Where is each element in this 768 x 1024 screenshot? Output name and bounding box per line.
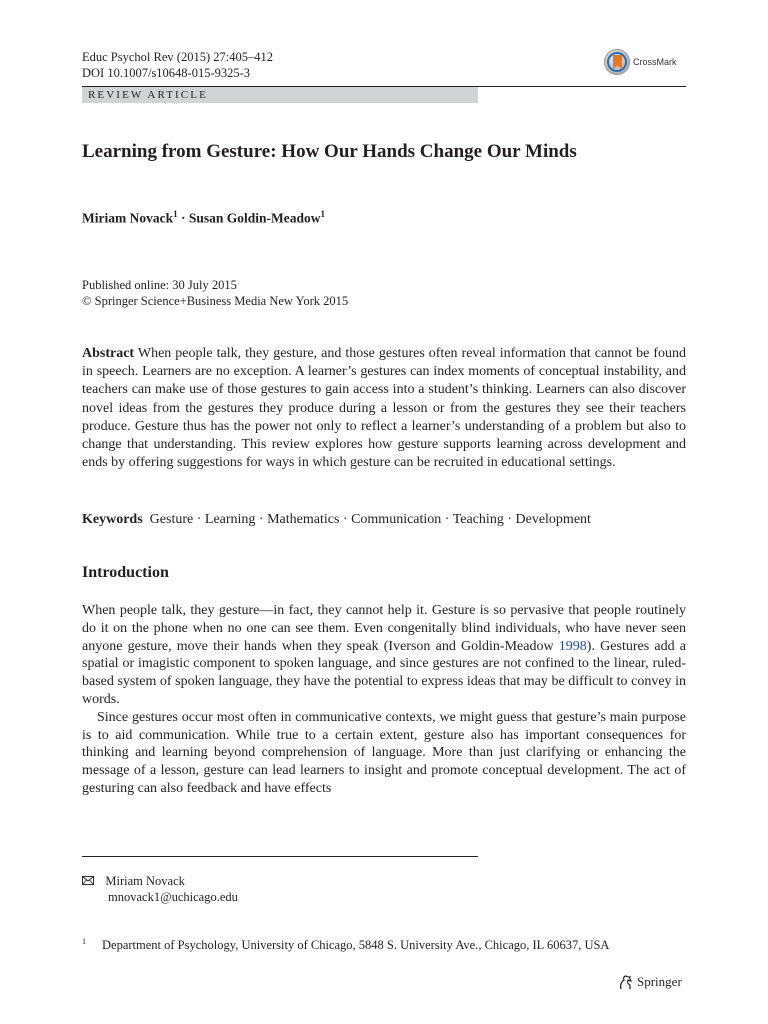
keyword: Learning — [204, 512, 256, 527]
springer-horse-icon — [618, 975, 634, 990]
affil-number: 1 — [82, 937, 86, 946]
corresponding-author — [82, 873, 238, 905]
publisher-logo — [618, 974, 682, 990]
crossmark-icon — [604, 49, 630, 75]
author-separator: · — [180, 210, 186, 226]
footnote-rule — [82, 856, 478, 857]
affiliation — [82, 934, 609, 953]
article-type: REVIEW ARTICLE — [88, 89, 208, 101]
paragraph: Since gestures occur most often in communicative contexts, we might guess that gesture’s main purpose is to aid communication. While true to a certain extent, gesture also has important consequences for thinking and learning beyond comprehension of language. More than just clarifying or enhancing the message of a lesson, gesture can lead learners to insight and promote conceptual development. The act of gesturing can also feedback and have effects — [82, 709, 686, 796]
corr-email[interactable]: mnovack1@uchicago.edu — [108, 890, 238, 904]
affil-text: Department of Psychology, University of Chicago, 5848 S. University Ave., Chicago, IL 60637, USA — [102, 938, 610, 953]
keyword: Mathematics — [267, 512, 340, 527]
doi-line: DOI 10.1007/s10648-015-9325-3 — [82, 66, 251, 80]
publisher-name: Springer — [637, 974, 682, 989]
journal-citation — [82, 49, 273, 81]
keyword-separator: · — [441, 512, 453, 527]
abstract-label: Abstract — [82, 346, 135, 361]
citation-link[interactable]: 1998 — [558, 638, 587, 654]
paragraph-text: ). Gestures add a spatial or imagistic component to spoken language, and since gestures are not confined to the linear, ruled-based system of spoken language, they have the potential to express ideas that may be difficult to convey in words. — [82, 638, 687, 707]
crossmark-badge[interactable] — [604, 47, 677, 77]
abstract — [82, 345, 686, 472]
author-affil-marker: 1 — [173, 209, 178, 219]
paragraph-text: When people talk, they gesture—in fact, they cannot help it. Gesture is so pervasive that people routinely do it on the phone when no one can see them. Even congenitally blind individuals, who have never seen anyone gesture, move their hands when they speak (Iverson and Goldin-Meadow — [82, 603, 686, 654]
author-list — [82, 209, 325, 227]
corr-name: Miriam Novack — [105, 874, 185, 888]
publication-info — [82, 277, 348, 309]
published-date: Published online: 30 July 2015 — [82, 278, 237, 292]
envelope-icon — [82, 873, 96, 889]
keywords-label: Keywords — [82, 512, 143, 527]
author-name[interactable]: Miriam Novack — [82, 210, 174, 226]
keyword-separator: · — [255, 512, 268, 527]
keyword: Gesture — [149, 512, 194, 527]
keyword: Development — [515, 512, 591, 527]
copyright: © Springer Science+Business Media New York 2015 — [82, 294, 349, 308]
introduction-body — [82, 602, 686, 798]
paragraph — [82, 602, 686, 709]
abstract-text: When people talk, they gesture, and those gestures often reveal information that cannot be found in speech. Learners are no exception. A learner’s gestures can index moments of conceptual instability, and teachers can make use of those gestures to gain access into a student’s thinking. Learners can also discover novel ideas from the gestures they produce during a lesson or from the gestures they see their teachers produce. Gesture thus has the power not only to reflect a learner’s understanding of a problem but also to change that understanding. This review explores how gesture supports learning across development and ends by offering suggestions for ways in which gesture can be recruited in educational settings. — [82, 346, 686, 471]
author-affil-marker: 1 — [320, 209, 326, 219]
section-heading: Introduction — [82, 564, 169, 581]
keyword-separator: · — [193, 512, 205, 527]
article-title: Learning from Gesture: How Our Hands Change Our Minds — [82, 141, 577, 162]
keywords — [82, 511, 686, 529]
keyword-list — [150, 512, 591, 527]
keyword-separator: · — [339, 512, 352, 527]
keyword: Teaching — [452, 512, 504, 527]
keyword: Communication — [351, 512, 442, 527]
crossmark-label: CrossMark — [633, 57, 677, 67]
keyword-separator: · — [503, 512, 516, 527]
author-name[interactable]: Susan Goldin-Meadow — [188, 210, 321, 226]
journal-line: Educ Psychol Rev (2015) 27:405–412 — [82, 50, 273, 64]
